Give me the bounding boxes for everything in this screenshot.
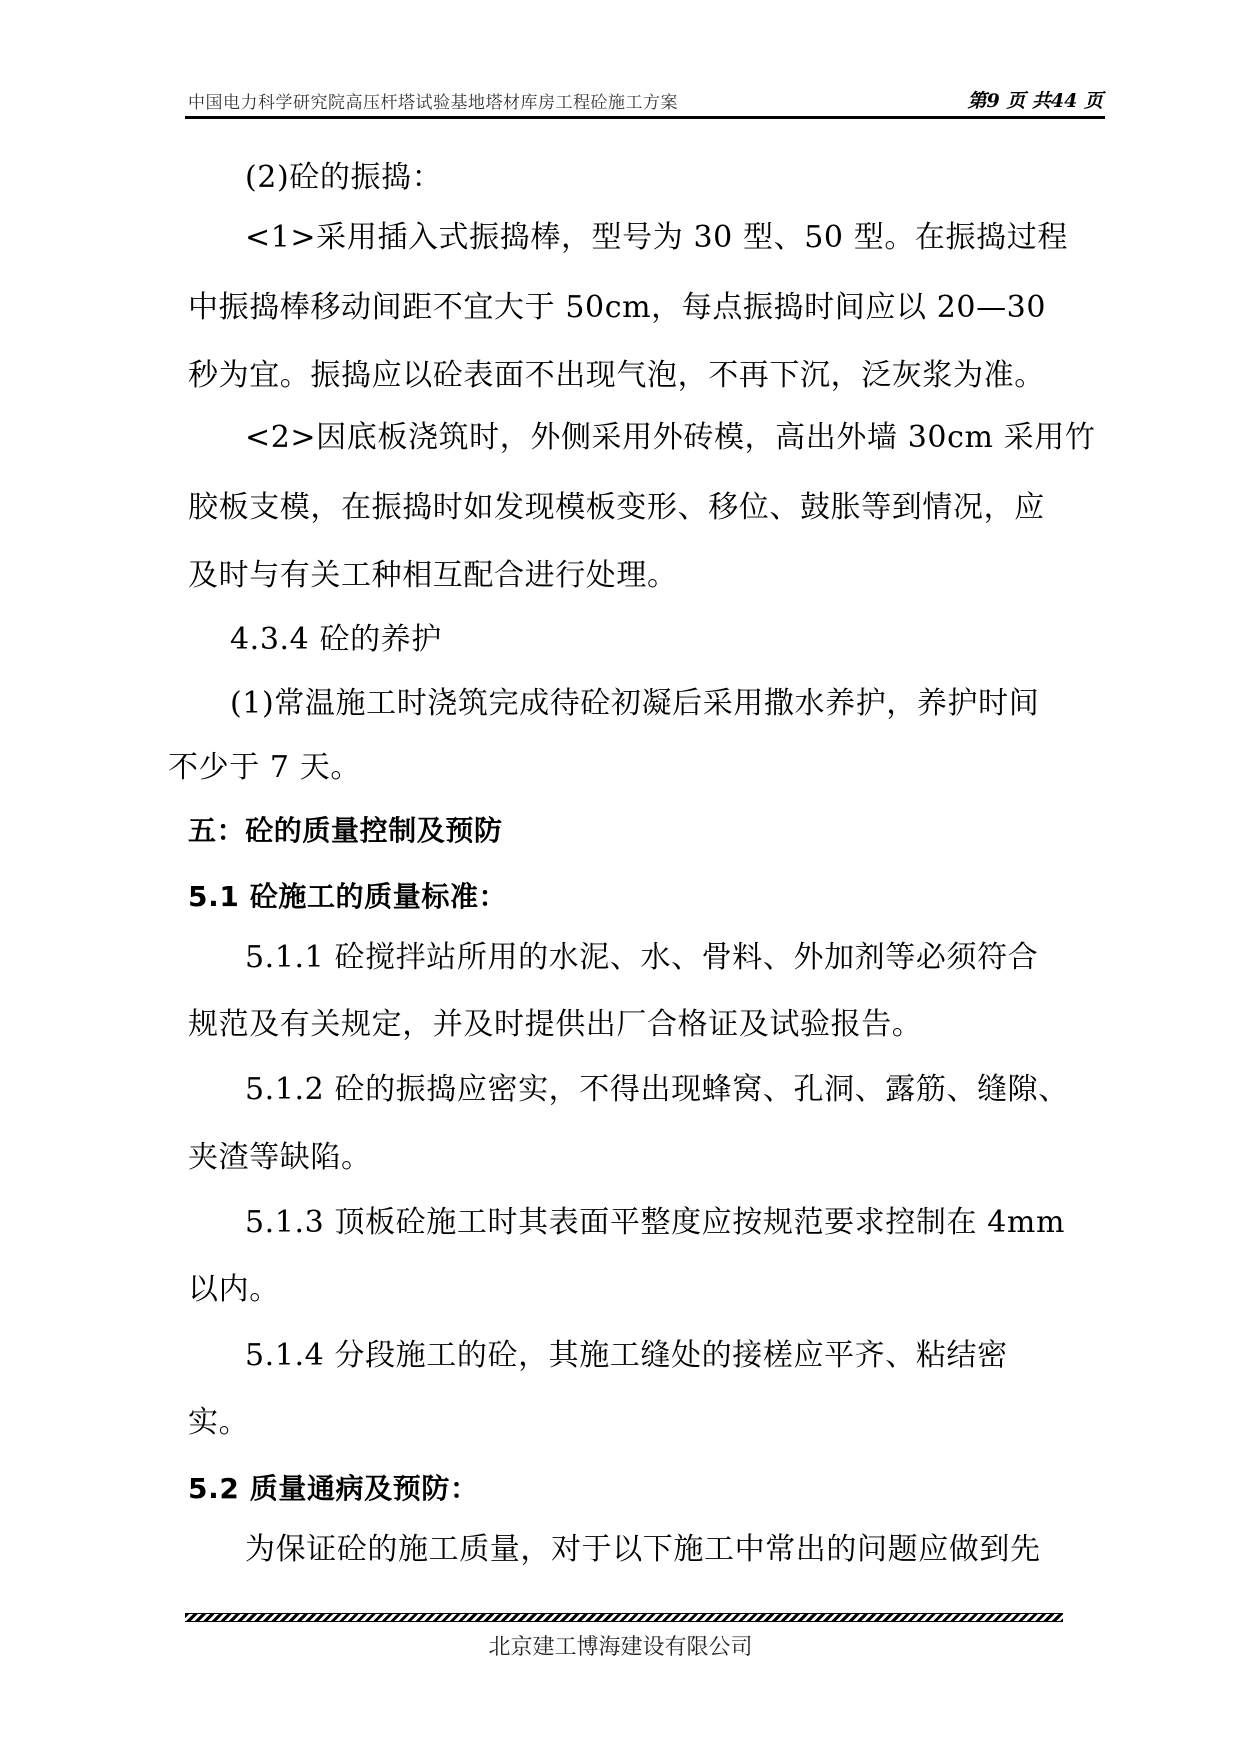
chapter-heading: 五：砼的质量控制及预防 [188, 814, 503, 847]
header-divider [185, 116, 1105, 119]
page-number: 第9 页 共44 页 [967, 90, 1103, 112]
paragraph-line: 夹渣等缺陷。 [188, 1140, 372, 1175]
paragraph-line: 5.1.2 砼的振捣应密实，不得出现蜂窝、孔洞、露筋、缝隙、 [245, 1072, 1069, 1107]
paragraph-line: 5.1.3 顶板砼施工时其表面平整度应按规范要求控制在 4mm [245, 1205, 1065, 1240]
paragraph-line: 规范及有关规定，并及时提供出厂合格证及试验报告。 [188, 1007, 923, 1042]
paragraph-line: 及时与有关工种相互配合进行处理。 [188, 558, 678, 593]
section-heading: 5.2 质量通病及预防： [188, 1472, 479, 1505]
paragraph-line: 胶板支模，在振捣时如发现模板变形、移位、鼓胀等到情况，应 [188, 490, 1045, 525]
paragraph-line: 5.1.1 砼搅拌站所用的水泥、水、骨料、外加剂等必须符合 [245, 940, 1039, 975]
paragraph-line: 5.1.4 分段施工的砼，其施工缝处的接槎应平齐、粘结密 [245, 1338, 1008, 1373]
paragraph-line: <1>采用插入式振捣棒，型号为 30 型、50 型。在振捣过程 [245, 220, 1068, 255]
footer-divider [185, 1613, 1063, 1622]
header-title: 中国电力科学研究院高压杆塔试验基地塔材库房工程砼施工方案 [188, 93, 678, 113]
paragraph-line: 中振捣棒移动间距不宜大于 50cm，每点振捣时间应以 20—30 [188, 290, 1047, 325]
paragraph-line: 为保证砼的施工质量，对于以下施工中常出的问题应做到先 [245, 1532, 1041, 1567]
footer-company: 北京建工博海建设有限公司 [488, 1635, 753, 1660]
section-heading: 4.3.4 砼的养护 [230, 622, 442, 657]
paragraph-line: <2>因底板浇筑时，外侧采用外砖模，高出外墙 30cm 采用竹 [245, 420, 1096, 455]
paragraph-line: 以内。 [188, 1272, 280, 1307]
paragraph-line: 秒为宜。振捣应以砼表面不出现气泡，不再下沉，泛灰浆为准。 [188, 358, 1045, 393]
paragraph-line: 不少于 7 天。 [168, 750, 361, 785]
section-heading: 5.1 砼施工的质量标准： [188, 880, 508, 913]
paragraph-line: 实。 [188, 1405, 250, 1440]
paragraph-line: (1)常温施工时浇筑完成待砼初凝后采用撒水养护，养护时间 [230, 686, 1040, 721]
paragraph-line: (2)砼的振捣： [245, 160, 443, 195]
